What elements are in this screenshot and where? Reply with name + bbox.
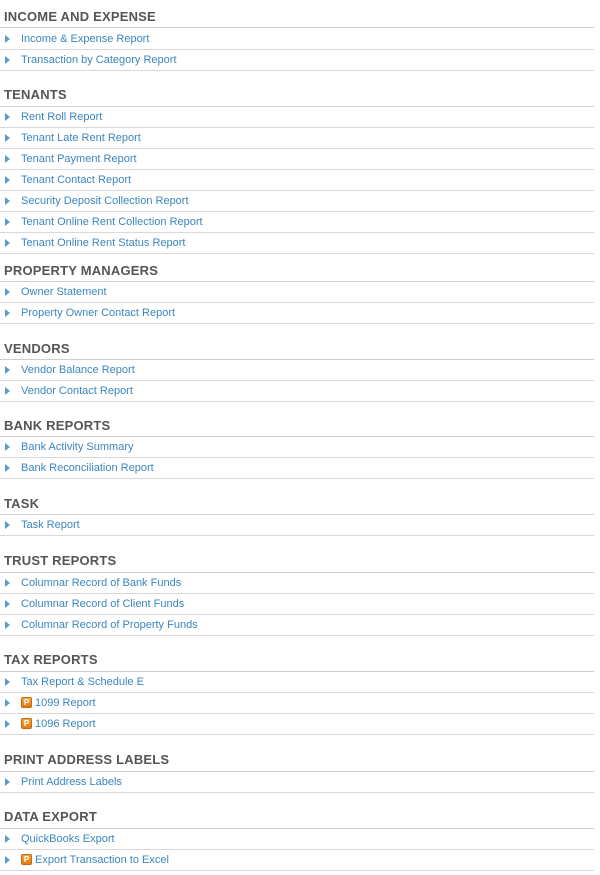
- report-link-label[interactable]: Export Transaction to Excel: [35, 854, 169, 866]
- triangle-right-icon: [5, 778, 10, 786]
- report-link-item[interactable]: [0, 170, 594, 191]
- report-link-label[interactable]: Vendor Contact Report: [21, 385, 133, 397]
- section-title: PRINT ADDRESS LABELS: [4, 752, 170, 767]
- report-link-label[interactable]: Tenant Contact Report: [21, 174, 132, 186]
- triangle-right-icon: [5, 197, 10, 205]
- item-divider: [0, 70, 594, 71]
- report-link-item[interactable]: [0, 850, 594, 871]
- triangle-right-icon: [5, 176, 10, 184]
- triangle-right-icon: [5, 464, 10, 472]
- triangle-right-icon: [5, 856, 10, 864]
- section-title: INCOME AND EXPENSE: [4, 9, 156, 24]
- report-link-item[interactable]: [0, 233, 594, 254]
- triangle-right-icon: [5, 35, 10, 43]
- report-link-label[interactable]: Rent Roll Report: [21, 111, 103, 123]
- triangle-right-icon: [5, 699, 10, 707]
- triangle-right-icon: [5, 579, 10, 587]
- report-link-label[interactable]: Property Owner Contact Report: [21, 307, 176, 319]
- report-link-item[interactable]: [0, 107, 594, 128]
- triangle-right-icon: [5, 288, 10, 296]
- report-link-item[interactable]: [0, 381, 594, 402]
- triangle-right-icon: [5, 366, 10, 374]
- item-divider: [0, 535, 594, 536]
- report-link-label[interactable]: 1096 Report: [35, 718, 96, 730]
- report-link-label[interactable]: Bank Reconciliation Report: [21, 462, 154, 474]
- report-link-label[interactable]: Tenant Online Rent Status Report: [21, 237, 186, 249]
- report-link-label[interactable]: Print Address Labels: [21, 776, 122, 788]
- premium-badge-icon: P: [21, 854, 32, 865]
- triangle-right-icon: [5, 443, 10, 451]
- triangle-right-icon: [5, 218, 10, 226]
- report-link-item[interactable]: [0, 458, 594, 479]
- triangle-right-icon: [5, 600, 10, 608]
- report-link-label[interactable]: Tenant Online Rent Collection Report: [21, 216, 203, 228]
- report-link-item[interactable]: [0, 515, 594, 536]
- report-link-label[interactable]: Income & Expense Report: [21, 33, 150, 45]
- report-link-item[interactable]: [0, 191, 594, 212]
- section-title: PROPERTY MANAGERS: [4, 263, 159, 278]
- premium-badge-icon: P: [21, 718, 32, 729]
- section-title: BANK REPORTS: [4, 418, 111, 433]
- triangle-right-icon: [5, 835, 10, 843]
- section-title: TAX REPORTS: [4, 652, 98, 667]
- report-link-label[interactable]: Security Deposit Collection Report: [21, 195, 189, 207]
- triangle-right-icon: [5, 521, 10, 529]
- report-link-item[interactable]: [0, 772, 594, 793]
- triangle-right-icon: [5, 621, 10, 629]
- report-link-item[interactable]: [0, 437, 594, 458]
- report-link-item[interactable]: [0, 29, 594, 50]
- item-divider: [0, 478, 594, 479]
- triangle-right-icon: [5, 113, 10, 121]
- section-title: TENANTS: [4, 87, 67, 102]
- report-link-label[interactable]: 1099 Report: [35, 697, 96, 709]
- report-link-label[interactable]: Tenant Payment Report: [21, 153, 137, 165]
- report-link-item[interactable]: [0, 360, 594, 381]
- report-link-item[interactable]: [0, 829, 594, 850]
- section-title: TRUST REPORTS: [4, 553, 117, 568]
- report-link-label[interactable]: QuickBooks Export: [21, 833, 115, 845]
- report-link-label[interactable]: Transaction by Category Report: [21, 54, 177, 66]
- item-divider: [0, 401, 594, 402]
- triangle-right-icon: [5, 678, 10, 686]
- report-link-item[interactable]: [0, 714, 594, 735]
- triangle-right-icon: [5, 387, 10, 395]
- triangle-right-icon: [5, 56, 10, 64]
- report-link-label[interactable]: Columnar Record of Bank Funds: [21, 577, 182, 589]
- report-link-item[interactable]: [0, 128, 594, 149]
- report-link-label[interactable]: Vendor Balance Report: [21, 364, 135, 376]
- item-divider: [0, 635, 594, 636]
- report-link-item[interactable]: [0, 573, 594, 594]
- report-link-item[interactable]: [0, 672, 594, 693]
- report-link-item[interactable]: [0, 594, 594, 615]
- item-divider: [0, 870, 594, 871]
- report-link-label[interactable]: Task Report: [21, 519, 80, 531]
- report-link-label[interactable]: Tenant Late Rent Report: [21, 132, 141, 144]
- triangle-right-icon: [5, 309, 10, 317]
- triangle-right-icon: [5, 239, 10, 247]
- report-link-item[interactable]: [0, 50, 594, 71]
- item-divider: [0, 734, 594, 735]
- section-title: VENDORS: [4, 341, 70, 356]
- section-divider: [0, 27, 594, 28]
- section-title: TASK: [4, 496, 40, 511]
- report-link-item[interactable]: [0, 693, 594, 714]
- report-link-label[interactable]: Columnar Record of Client Funds: [21, 598, 185, 610]
- report-link-item[interactable]: [0, 615, 594, 636]
- report-link-label[interactable]: Bank Activity Summary: [21, 441, 134, 453]
- report-link-label[interactable]: Columnar Record of Property Funds: [21, 619, 198, 631]
- triangle-right-icon: [5, 134, 10, 142]
- report-link-item[interactable]: [0, 149, 594, 170]
- triangle-right-icon: [5, 720, 10, 728]
- triangle-right-icon: [5, 155, 10, 163]
- item-divider: [0, 323, 594, 324]
- report-link-item[interactable]: [0, 303, 594, 324]
- item-divider: [0, 253, 594, 254]
- report-link-item[interactable]: [0, 212, 594, 233]
- report-link-item[interactable]: [0, 282, 594, 303]
- section-title: DATA EXPORT: [4, 809, 97, 824]
- premium-badge-icon: P: [21, 697, 32, 708]
- report-link-label[interactable]: Owner Statement: [21, 286, 107, 298]
- item-divider: [0, 792, 594, 793]
- report-link-label[interactable]: Tax Report & Schedule E: [21, 676, 144, 688]
